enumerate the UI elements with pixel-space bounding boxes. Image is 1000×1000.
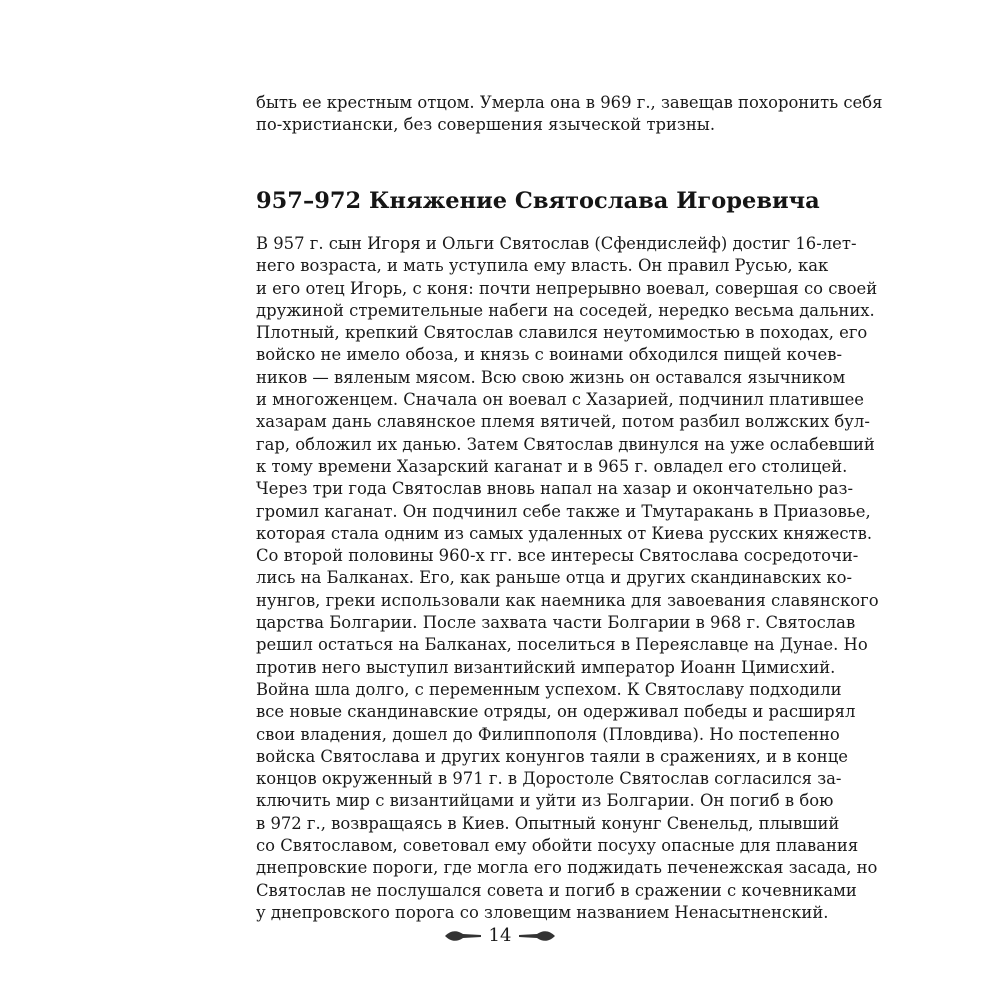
text-line: и его отец Игорь, с коня: почти непрерывно воевал, совершая со своей (256, 278, 878, 298)
text-line: в 972 г., возвращаясь в Киев. Опытный конунг Свенельд, плывший (256, 813, 840, 833)
text-line: по-христиански, без совершения языческой тризны. (256, 115, 716, 135)
text-line: Через три года Святослав вновь напал на хазар и окончательно раз- (256, 479, 854, 499)
text-line: у днепровского порога со зловещим названием Ненасытненский. (256, 902, 829, 922)
text-line: Плотный, крепкий Святослав славился неутомимостью в походах, его (256, 323, 868, 343)
text-line: и многоженцем. Сначала он воевал с Хазарией, подчинил платившее (256, 390, 864, 410)
text-line: хазарам дань славянское племя вятичей, потом разбил волжских бул- (256, 412, 870, 432)
right-ornament-icon (517, 929, 557, 943)
section-body (256, 233, 879, 924)
text-line: концов окруженный в 971 г. в Доростоле Святослав согласился за- (256, 769, 842, 789)
text-line: войска Святослава и других конунгов таяли в сражениях, и в конце (256, 746, 848, 766)
text-line: свои владения, дошел до Филиппополя (Пловдива). Но постепенно (256, 724, 840, 744)
text-line: громил каганат. Он подчинил себе также и Тмутаракань в Приазовье, (256, 501, 871, 521)
text-line: решил остаться на Балканах, поселиться в Переяславце на Дунае. Но (256, 635, 868, 655)
text-line: ключить мир с византийцами и уйти из Болгарии. Он погиб в бою (256, 791, 834, 811)
text-line: быть ее крестным отцом. Умерла она в 969 г., завещав похоронить себя (256, 93, 883, 112)
text-line: лись на Балканах. Его, как раньше отца и других скандинавских ко- (256, 568, 853, 588)
text-line: гар, обложил их данью. Затем Святослав двинулся на уже ослабевший (256, 434, 875, 454)
intro-paragraph (256, 92, 883, 137)
text-line: царства Болгарии. После захвата части Болгарии в 968 г. Святослав (256, 613, 856, 633)
text-line: Со второй половины 960-х гг. все интересы Святослава сосредоточи- (256, 546, 859, 566)
page-footer (440, 922, 560, 950)
text-line: нунгов, греки использовали как наемника для завоевания славянского (256, 590, 879, 610)
section-heading: 957–972 Княжение Святослава Игоревича (256, 188, 820, 214)
text-line: которая стала одним из самых удаленных от Киева русских княжеств. (256, 523, 873, 543)
left-ornament-icon (443, 929, 483, 943)
page-number: 14 (488, 925, 512, 946)
text-line: днепровские пороги, где могла его поджидать печенежская засада, но (256, 858, 878, 878)
text-line: него возраста, и мать уступила ему власть. Он правил Русью, как (256, 256, 829, 276)
text-line: к тому времени Хазарский каганат и в 965 г. овладел его столицей. (256, 456, 848, 476)
text-line: Война шла долго, с переменным успехом. К Святославу подходили (256, 679, 842, 699)
text-line: дружиной стремительные набеги на соседей, нередко весьма дальних. (256, 300, 875, 320)
text-line: со Святославом, советовал ему обойти посуху опасные для плавания (256, 836, 859, 856)
text-line: В 957 г. сын Игоря и Ольги Святослав (Сфендислейф) достиг 16-лет- (256, 234, 857, 253)
text-line: ников — вяленым мясом. Всю свою жизнь он оставался язычником (256, 367, 846, 387)
text-line: все новые скандинавские отряды, он одерживал победы и расширял (256, 702, 856, 722)
text-line: войско не имело обоза, и князь с воинами обходился пищей кочев- (256, 345, 843, 365)
text-line: против него выступил византийский император Иоанн Цимисхий. (256, 657, 836, 677)
text-line: Святослав не послушался совета и погиб в сражении с кочевниками (256, 880, 857, 900)
